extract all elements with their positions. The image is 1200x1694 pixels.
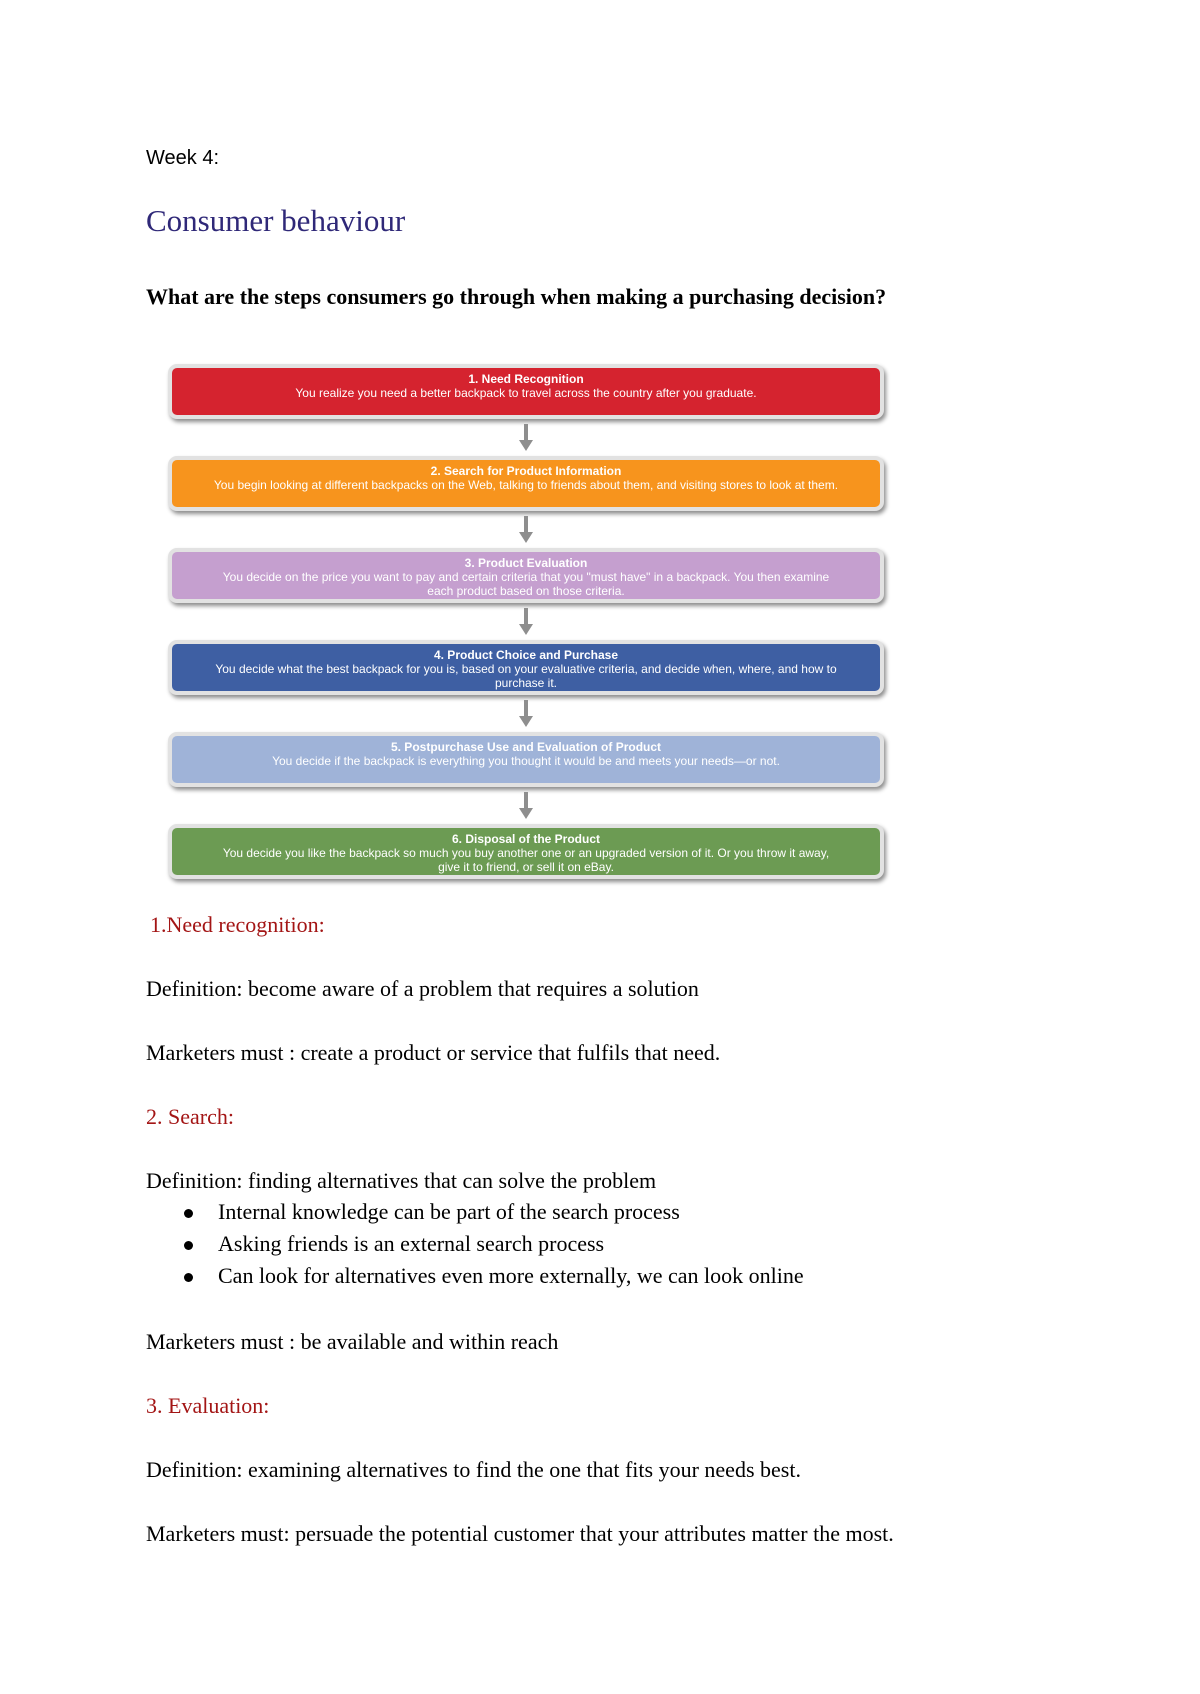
week-label: Week 4:: [146, 147, 219, 169]
section-heading-search: 2. Search:: [146, 1104, 234, 1129]
flow-step-description: You decide if the backpack is everything you thought it would be and meets your needs—or not.: [272, 754, 780, 768]
flow-step-title: 1. Need Recognition: [468, 372, 584, 386]
flow-step-evaluation: [168, 548, 884, 603]
flow-step-description: You begin looking at different backpacks on the Web, talking to friends about them, and visiting stores to look at them.: [213, 478, 839, 492]
definition-need-recognition: Definition: become aware of a problem that requires a solution: [146, 976, 699, 1001]
down-arrow-icon: [519, 700, 533, 730]
definition-search: Definition: finding alternatives that can solve the problem: [146, 1168, 657, 1193]
marketers-evaluation: Marketers must: persuade the potential customer that your attributes matter the most.: [146, 1521, 894, 1546]
section-heading-evaluation: 3. Evaluation:: [146, 1393, 270, 1418]
flow-step-search: [168, 456, 884, 511]
flow-step-disposal: [168, 824, 884, 879]
list-item-text: Can look for alternatives even more externally, we can look online: [218, 1263, 804, 1288]
flow-step-choice-purchase: [168, 640, 884, 695]
flow-step-title: 3. Product Evaluation: [464, 556, 588, 570]
list-item-text: Asking friends is an external search process: [218, 1231, 605, 1256]
section-heading-need-recognition: 1.Need recognition:: [150, 912, 325, 937]
down-arrow-icon: [519, 516, 533, 546]
down-arrow-icon: [519, 608, 533, 638]
down-arrow-icon: [519, 424, 533, 454]
search-bullet-list: [146, 1196, 804, 1292]
down-arrow-icon: [519, 792, 533, 822]
marketers-need-recognition: Marketers must : create a product or service that fulfils that need.: [146, 1040, 721, 1065]
bullet-icon: [184, 1273, 193, 1282]
bullet-icon: [184, 1209, 193, 1218]
flow-step-title: 4. Product Choice and Purchase: [433, 648, 619, 662]
page-title: Consumer behaviour: [146, 203, 406, 238]
flow-step-title: 5. Postpurchase Use and Evaluation of Product: [390, 740, 662, 754]
flow-step-description: You decide on the price you want to pay and certain criteria that you "must have" in a backpack. You then examine each product based on those criteria.: [222, 570, 830, 598]
list-item-text: Internal knowledge can be part of the search process: [218, 1199, 680, 1224]
flow-step-postpurchase: [168, 732, 884, 787]
flow-step-title: 6. Disposal of the Product: [451, 832, 601, 846]
question-heading: What are the steps consumers go through when making a purchasing decision?: [146, 284, 887, 309]
flow-step-title: 2. Search for Product Information: [430, 464, 622, 478]
marketers-search: Marketers must : be available and within reach: [146, 1329, 559, 1354]
definition-evaluation: Definition: examining alternatives to find the one that fits your needs best.: [146, 1457, 801, 1482]
list-item: [146, 1260, 804, 1292]
list-item: [146, 1196, 804, 1228]
flow-step-need-recognition: [168, 364, 884, 419]
flow-step-description: You decide what the best backpack for you is, based on your evaluative criteria, and decide when, where, and how to purchase it.: [215, 662, 837, 690]
flow-step-description: You realize you need a better backpack to travel across the country after you graduate.: [295, 386, 757, 400]
list-item: [146, 1228, 804, 1260]
flow-step-description: You decide you like the backpack so much you buy another one or an upgraded version of it. Or you throw it away, give it to friend, or sell it on eBay.: [222, 846, 830, 874]
bullet-icon: [184, 1241, 193, 1250]
decision-process-flowchart: [160, 358, 900, 896]
